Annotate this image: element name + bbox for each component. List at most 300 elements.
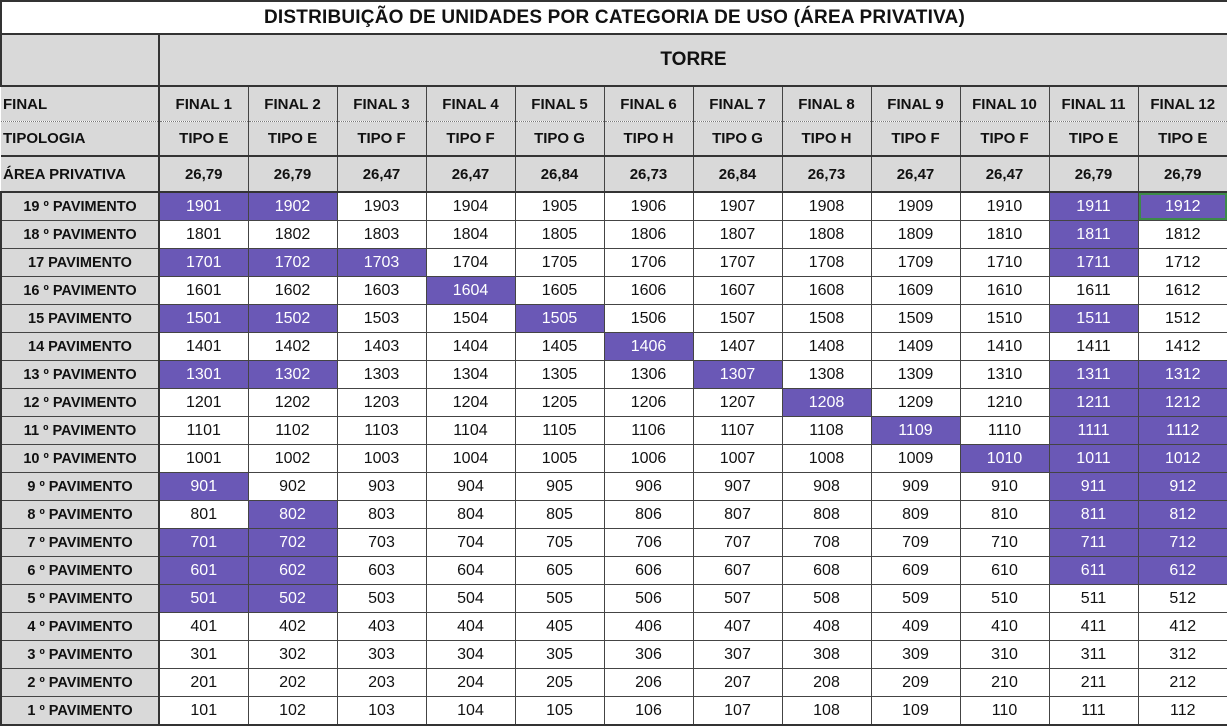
tipologia-header-1[interactable]: TIPO E bbox=[159, 122, 248, 157]
unit-cell-111[interactable]: 111 bbox=[1049, 697, 1138, 726]
unit-cell-1309[interactable]: 1309 bbox=[871, 361, 960, 389]
unit-cell-1510[interactable]: 1510 bbox=[960, 305, 1049, 333]
unit-cell-1301[interactable]: 1301 bbox=[159, 361, 248, 389]
unit-cell-1611[interactable]: 1611 bbox=[1049, 277, 1138, 305]
floor-label[interactable]: 9 º PAVIMENTO bbox=[1, 473, 159, 501]
unit-cell-1205[interactable]: 1205 bbox=[515, 389, 604, 417]
area-row-label[interactable]: ÁREA PRIVATIVA bbox=[1, 156, 159, 192]
area-header-2[interactable]: 26,79 bbox=[248, 156, 337, 192]
unit-cell-101[interactable]: 101 bbox=[159, 697, 248, 726]
unit-cell-311[interactable]: 311 bbox=[1049, 641, 1138, 669]
final-header-9[interactable]: FINAL 9 bbox=[871, 86, 960, 122]
floor-row bbox=[1, 585, 1227, 613]
unit-cell-1409[interactable]: 1409 bbox=[871, 333, 960, 361]
unit-cell-911[interactable]: 911 bbox=[1049, 473, 1138, 501]
unit-cell-511[interactable]: 511 bbox=[1049, 585, 1138, 613]
unit-cell-1811[interactable]: 1811 bbox=[1049, 221, 1138, 249]
unit-cell-608[interactable]: 608 bbox=[782, 557, 871, 585]
floor-label[interactable]: 12 º PAVIMENTO bbox=[1, 389, 159, 417]
floor-label[interactable]: 4 º PAVIMENTO bbox=[1, 613, 159, 641]
unit-cell-812[interactable]: 812 bbox=[1138, 501, 1227, 529]
unit-cell-108[interactable]: 108 bbox=[782, 697, 871, 726]
final-header-4[interactable]: FINAL 4 bbox=[426, 86, 515, 122]
area-header-7[interactable]: 26,84 bbox=[693, 156, 782, 192]
unit-cell-1601[interactable]: 1601 bbox=[159, 277, 248, 305]
unit-cell-1905[interactable]: 1905 bbox=[515, 192, 604, 221]
unit-cell-803[interactable]: 803 bbox=[337, 501, 426, 529]
tipologia-header-11[interactable]: TIPO E bbox=[1049, 122, 1138, 157]
area-header-4[interactable]: 26,47 bbox=[426, 156, 515, 192]
area-header-6[interactable]: 26,73 bbox=[604, 156, 693, 192]
unit-cell-110[interactable]: 110 bbox=[960, 697, 1049, 726]
unit-cell-1507[interactable]: 1507 bbox=[693, 305, 782, 333]
unit-cell-1705[interactable]: 1705 bbox=[515, 249, 604, 277]
unit-cell-1706[interactable]: 1706 bbox=[604, 249, 693, 277]
unit-cell-1710[interactable]: 1710 bbox=[960, 249, 1049, 277]
unit-cell-411[interactable]: 411 bbox=[1049, 613, 1138, 641]
unit-cell-1810[interactable]: 1810 bbox=[960, 221, 1049, 249]
unit-cell-1704[interactable]: 1704 bbox=[426, 249, 515, 277]
unit-cell-1007[interactable]: 1007 bbox=[693, 445, 782, 473]
floor-label[interactable]: 5 º PAVIMENTO bbox=[1, 585, 159, 613]
unit-cell-1802[interactable]: 1802 bbox=[248, 221, 337, 249]
tipologia-header-5[interactable]: TIPO G bbox=[515, 122, 604, 157]
unit-cell-1904[interactable]: 1904 bbox=[426, 192, 515, 221]
final-header-10[interactable]: FINAL 10 bbox=[960, 86, 1049, 122]
unit-cell-1407[interactable]: 1407 bbox=[693, 333, 782, 361]
unit-cell-206[interactable]: 206 bbox=[604, 669, 693, 697]
unit-cell-1105[interactable]: 1105 bbox=[515, 417, 604, 445]
final-header-3[interactable]: FINAL 3 bbox=[337, 86, 426, 122]
floor-label[interactable]: 17 PAVIMENTO bbox=[1, 249, 159, 277]
unit-cell-104[interactable]: 104 bbox=[426, 697, 515, 726]
unit-cell-503[interactable]: 503 bbox=[337, 585, 426, 613]
unit-cell-406[interactable]: 406 bbox=[604, 613, 693, 641]
unit-cell-810[interactable]: 810 bbox=[960, 501, 1049, 529]
unit-cell-1703[interactable]: 1703 bbox=[337, 249, 426, 277]
unit-cell-302[interactable]: 302 bbox=[248, 641, 337, 669]
tower-row bbox=[1, 34, 1227, 86]
unit-cell-1610[interactable]: 1610 bbox=[960, 277, 1049, 305]
final-header-5[interactable]: FINAL 5 bbox=[515, 86, 604, 122]
unit-cell-1909[interactable]: 1909 bbox=[871, 192, 960, 221]
unit-cell-903[interactable]: 903 bbox=[337, 473, 426, 501]
unit-cell-1202[interactable]: 1202 bbox=[248, 389, 337, 417]
unit-cell-212[interactable]: 212 bbox=[1138, 669, 1227, 697]
unit-cell-1104[interactable]: 1104 bbox=[426, 417, 515, 445]
unit-cell-611[interactable]: 611 bbox=[1049, 557, 1138, 585]
area-header-8[interactable]: 26,73 bbox=[782, 156, 871, 192]
unit-cell-1907[interactable]: 1907 bbox=[693, 192, 782, 221]
unit-cell-1603[interactable]: 1603 bbox=[337, 277, 426, 305]
unit-cell-1805[interactable]: 1805 bbox=[515, 221, 604, 249]
unit-cell-1906[interactable]: 1906 bbox=[604, 192, 693, 221]
unit-cell-310[interactable]: 310 bbox=[960, 641, 1049, 669]
unit-cell-1901[interactable]: 1901 bbox=[159, 192, 248, 221]
unit-cell-609[interactable]: 609 bbox=[871, 557, 960, 585]
floor-label[interactable]: 18 º PAVIMENTO bbox=[1, 221, 159, 249]
unit-cell-1103[interactable]: 1103 bbox=[337, 417, 426, 445]
unit-cell-1201[interactable]: 1201 bbox=[159, 389, 248, 417]
unit-cell-906[interactable]: 906 bbox=[604, 473, 693, 501]
unit-cell-801[interactable]: 801 bbox=[159, 501, 248, 529]
unit-cell-605[interactable]: 605 bbox=[515, 557, 604, 585]
unit-cell-1504[interactable]: 1504 bbox=[426, 305, 515, 333]
floor-label[interactable]: 15 PAVIMENTO bbox=[1, 305, 159, 333]
unit-cell-604[interactable]: 604 bbox=[426, 557, 515, 585]
unit-cell-1212[interactable]: 1212 bbox=[1138, 389, 1227, 417]
unit-cell-1304[interactable]: 1304 bbox=[426, 361, 515, 389]
unit-cell-1807[interactable]: 1807 bbox=[693, 221, 782, 249]
unit-cell-1608[interactable]: 1608 bbox=[782, 277, 871, 305]
unit-cell-809[interactable]: 809 bbox=[871, 501, 960, 529]
unit-cell-910[interactable]: 910 bbox=[960, 473, 1049, 501]
unit-cell-1110[interactable]: 1110 bbox=[960, 417, 1049, 445]
unit-cell-1808[interactable]: 1808 bbox=[782, 221, 871, 249]
unit-cell-1111[interactable]: 1111 bbox=[1049, 417, 1138, 445]
unit-cell-711[interactable]: 711 bbox=[1049, 529, 1138, 557]
unit-cell-301[interactable]: 301 bbox=[159, 641, 248, 669]
area-header-3[interactable]: 26,47 bbox=[337, 156, 426, 192]
unit-cell-905[interactable]: 905 bbox=[515, 473, 604, 501]
floor-label[interactable]: 19 º PAVIMENTO bbox=[1, 192, 159, 221]
unit-cell-1502[interactable]: 1502 bbox=[248, 305, 337, 333]
unit-cell-305[interactable]: 305 bbox=[515, 641, 604, 669]
floor-row bbox=[1, 305, 1227, 333]
floor-label[interactable]: 14 PAVIMENTO bbox=[1, 333, 159, 361]
unit-cell-1112[interactable]: 1112 bbox=[1138, 417, 1227, 445]
unit-cell-112[interactable]: 112 bbox=[1138, 697, 1227, 726]
unit-cell-805[interactable]: 805 bbox=[515, 501, 604, 529]
unit-cell-1402[interactable]: 1402 bbox=[248, 333, 337, 361]
floor-row bbox=[1, 361, 1227, 389]
area-header-row bbox=[1, 156, 1227, 192]
unit-cell-105[interactable]: 105 bbox=[515, 697, 604, 726]
area-header-10[interactable]: 26,47 bbox=[960, 156, 1049, 192]
unit-cell-410[interactable]: 410 bbox=[960, 613, 1049, 641]
floor-label[interactable]: 7 º PAVIMENTO bbox=[1, 529, 159, 557]
unit-cell-1604[interactable]: 1604 bbox=[426, 277, 515, 305]
unit-cell-404[interactable]: 404 bbox=[426, 613, 515, 641]
unit-cell-607[interactable]: 607 bbox=[693, 557, 782, 585]
unit-cell-1406[interactable]: 1406 bbox=[604, 333, 693, 361]
area-header-5[interactable]: 26,84 bbox=[515, 156, 604, 192]
final-header-row bbox=[1, 86, 1227, 122]
unit-cell-1908[interactable]: 1908 bbox=[782, 192, 871, 221]
unit-cell-909[interactable]: 909 bbox=[871, 473, 960, 501]
unit-cell-211[interactable]: 211 bbox=[1049, 669, 1138, 697]
unit-cell-701[interactable]: 701 bbox=[159, 529, 248, 557]
unit-cell-1207[interactable]: 1207 bbox=[693, 389, 782, 417]
unit-cell-1208[interactable]: 1208 bbox=[782, 389, 871, 417]
unit-cell-1708[interactable]: 1708 bbox=[782, 249, 871, 277]
unit-cell-1804[interactable]: 1804 bbox=[426, 221, 515, 249]
unit-cell-1612[interactable]: 1612 bbox=[1138, 277, 1227, 305]
unit-cell-1102[interactable]: 1102 bbox=[248, 417, 337, 445]
tipologia-header-10[interactable]: TIPO F bbox=[960, 122, 1049, 157]
unit-cell-709[interactable]: 709 bbox=[871, 529, 960, 557]
unit-cell-606[interactable]: 606 bbox=[604, 557, 693, 585]
unit-cell-1210[interactable]: 1210 bbox=[960, 389, 1049, 417]
floor-label[interactable]: 1 º PAVIMENTO bbox=[1, 697, 159, 726]
unit-cell-209[interactable]: 209 bbox=[871, 669, 960, 697]
unit-cell-512[interactable]: 512 bbox=[1138, 585, 1227, 613]
unit-cell-1607[interactable]: 1607 bbox=[693, 277, 782, 305]
unit-cell-603[interactable]: 603 bbox=[337, 557, 426, 585]
unit-cell-509[interactable]: 509 bbox=[871, 585, 960, 613]
unit-cell-205[interactable]: 205 bbox=[515, 669, 604, 697]
unit-cell-1108[interactable]: 1108 bbox=[782, 417, 871, 445]
floor-row bbox=[1, 613, 1227, 641]
tipologia-header-6[interactable]: TIPO H bbox=[604, 122, 693, 157]
unit-cell-510[interactable]: 510 bbox=[960, 585, 1049, 613]
final-header-7[interactable]: FINAL 7 bbox=[693, 86, 782, 122]
unit-cell-303[interactable]: 303 bbox=[337, 641, 426, 669]
unit-cell-706[interactable]: 706 bbox=[604, 529, 693, 557]
unit-cell-1410[interactable]: 1410 bbox=[960, 333, 1049, 361]
unit-cell-1508[interactable]: 1508 bbox=[782, 305, 871, 333]
unit-cell-1303[interactable]: 1303 bbox=[337, 361, 426, 389]
unit-cell-1803[interactable]: 1803 bbox=[337, 221, 426, 249]
unit-cell-109[interactable]: 109 bbox=[871, 697, 960, 726]
unit-cell-210[interactable]: 210 bbox=[960, 669, 1049, 697]
unit-cell-610[interactable]: 610 bbox=[960, 557, 1049, 585]
unit-cell-601[interactable]: 601 bbox=[159, 557, 248, 585]
tipologia-row-label[interactable]: TIPOLOGIA bbox=[1, 122, 159, 157]
unit-cell-1006[interactable]: 1006 bbox=[604, 445, 693, 473]
unit-cell-1311[interactable]: 1311 bbox=[1049, 361, 1138, 389]
unit-cell-806[interactable]: 806 bbox=[604, 501, 693, 529]
unit-cell-1910[interactable]: 1910 bbox=[960, 192, 1049, 221]
final-header-2[interactable]: FINAL 2 bbox=[248, 86, 337, 122]
unit-cell-1511[interactable]: 1511 bbox=[1049, 305, 1138, 333]
area-header-1[interactable]: 26,79 bbox=[159, 156, 248, 192]
unit-cell-1302[interactable]: 1302 bbox=[248, 361, 337, 389]
unit-cell-1702[interactable]: 1702 bbox=[248, 249, 337, 277]
unit-cell-1411[interactable]: 1411 bbox=[1049, 333, 1138, 361]
unit-cell-204[interactable]: 204 bbox=[426, 669, 515, 697]
unit-cell-1204[interactable]: 1204 bbox=[426, 389, 515, 417]
unit-cell-904[interactable]: 904 bbox=[426, 473, 515, 501]
unit-cell-1209[interactable]: 1209 bbox=[871, 389, 960, 417]
unit-cell-107[interactable]: 107 bbox=[693, 697, 782, 726]
unit-cell-1003[interactable]: 1003 bbox=[337, 445, 426, 473]
floor-label[interactable]: 16 º PAVIMENTO bbox=[1, 277, 159, 305]
unit-cell-304[interactable]: 304 bbox=[426, 641, 515, 669]
unit-cell-703[interactable]: 703 bbox=[337, 529, 426, 557]
floor-label[interactable]: 10 º PAVIMENTO bbox=[1, 445, 159, 473]
unit-cell-1602[interactable]: 1602 bbox=[248, 277, 337, 305]
unit-cell-502[interactable]: 502 bbox=[248, 585, 337, 613]
unit-cell-405[interactable]: 405 bbox=[515, 613, 604, 641]
unit-cell-1606[interactable]: 1606 bbox=[604, 277, 693, 305]
unit-cell-1512[interactable]: 1512 bbox=[1138, 305, 1227, 333]
unit-cell-1206[interactable]: 1206 bbox=[604, 389, 693, 417]
unit-cell-1308[interactable]: 1308 bbox=[782, 361, 871, 389]
unit-cell-612[interactable]: 612 bbox=[1138, 557, 1227, 585]
unit-cell-106[interactable]: 106 bbox=[604, 697, 693, 726]
unit-cell-907[interactable]: 907 bbox=[693, 473, 782, 501]
unit-cell-307[interactable]: 307 bbox=[693, 641, 782, 669]
unit-cell-1506[interactable]: 1506 bbox=[604, 305, 693, 333]
unit-cell-1101[interactable]: 1101 bbox=[159, 417, 248, 445]
unit-cell-312[interactable]: 312 bbox=[1138, 641, 1227, 669]
final-header-11[interactable]: FINAL 11 bbox=[1049, 86, 1138, 122]
floor-label[interactable]: 13 º PAVIMENTO bbox=[1, 361, 159, 389]
unit-cell-1809[interactable]: 1809 bbox=[871, 221, 960, 249]
floor-label[interactable]: 6 º PAVIMENTO bbox=[1, 557, 159, 585]
unit-cell-202[interactable]: 202 bbox=[248, 669, 337, 697]
unit-cell-1812[interactable]: 1812 bbox=[1138, 221, 1227, 249]
tipologia-header-2[interactable]: TIPO E bbox=[248, 122, 337, 157]
unit-cell-203[interactable]: 203 bbox=[337, 669, 426, 697]
unit-cell-712[interactable]: 712 bbox=[1138, 529, 1227, 557]
unit-cell-1912[interactable]: 1912 bbox=[1138, 192, 1227, 221]
unit-cell-102[interactable]: 102 bbox=[248, 697, 337, 726]
unit-cell-1107[interactable]: 1107 bbox=[693, 417, 782, 445]
unit-cell-409[interactable]: 409 bbox=[871, 613, 960, 641]
unit-cell-1306[interactable]: 1306 bbox=[604, 361, 693, 389]
unit-cell-1501[interactable]: 1501 bbox=[159, 305, 248, 333]
unit-cell-207[interactable]: 207 bbox=[693, 669, 782, 697]
unit-cell-1412[interactable]: 1412 bbox=[1138, 333, 1227, 361]
unit-cell-1009[interactable]: 1009 bbox=[871, 445, 960, 473]
floor-row bbox=[1, 669, 1227, 697]
unit-cell-1307[interactable]: 1307 bbox=[693, 361, 782, 389]
floor-label[interactable]: 2 º PAVIMENTO bbox=[1, 669, 159, 697]
tipologia-header-3[interactable]: TIPO F bbox=[337, 122, 426, 157]
unit-cell-1405[interactable]: 1405 bbox=[515, 333, 604, 361]
floor-row bbox=[1, 445, 1227, 473]
unit-cell-103[interactable]: 103 bbox=[337, 697, 426, 726]
unit-cell-1211[interactable]: 1211 bbox=[1049, 389, 1138, 417]
unit-cell-707[interactable]: 707 bbox=[693, 529, 782, 557]
unit-cell-306[interactable]: 306 bbox=[604, 641, 693, 669]
unit-cell-1310[interactable]: 1310 bbox=[960, 361, 1049, 389]
area-header-12[interactable]: 26,79 bbox=[1138, 156, 1227, 192]
unit-cell-912[interactable]: 912 bbox=[1138, 473, 1227, 501]
unit-cell-403[interactable]: 403 bbox=[337, 613, 426, 641]
unit-cell-708[interactable]: 708 bbox=[782, 529, 871, 557]
unit-cell-807[interactable]: 807 bbox=[693, 501, 782, 529]
unit-cell-1008[interactable]: 1008 bbox=[782, 445, 871, 473]
unit-cell-1011[interactable]: 1011 bbox=[1049, 445, 1138, 473]
unit-cell-1707[interactable]: 1707 bbox=[693, 249, 782, 277]
unit-cell-902[interactable]: 902 bbox=[248, 473, 337, 501]
unit-cell-1609[interactable]: 1609 bbox=[871, 277, 960, 305]
area-header-9[interactable]: 26,47 bbox=[871, 156, 960, 192]
unit-cell-201[interactable]: 201 bbox=[159, 669, 248, 697]
unit-cell-1408[interactable]: 1408 bbox=[782, 333, 871, 361]
unit-cell-702[interactable]: 702 bbox=[248, 529, 337, 557]
unit-cell-1712[interactable]: 1712 bbox=[1138, 249, 1227, 277]
tipologia-header-4[interactable]: TIPO F bbox=[426, 122, 515, 157]
unit-cell-705[interactable]: 705 bbox=[515, 529, 604, 557]
unit-cell-308[interactable]: 308 bbox=[782, 641, 871, 669]
final-header-8[interactable]: FINAL 8 bbox=[782, 86, 871, 122]
unit-cell-1203[interactable]: 1203 bbox=[337, 389, 426, 417]
unit-cell-1709[interactable]: 1709 bbox=[871, 249, 960, 277]
unit-cell-1505[interactable]: 1505 bbox=[515, 305, 604, 333]
final-header-1[interactable]: FINAL 1 bbox=[159, 86, 248, 122]
unit-cell-208[interactable]: 208 bbox=[782, 669, 871, 697]
unit-cell-1004[interactable]: 1004 bbox=[426, 445, 515, 473]
unit-cell-1911[interactable]: 1911 bbox=[1049, 192, 1138, 221]
final-header-12[interactable]: FINAL 12 bbox=[1138, 86, 1227, 122]
unit-cell-309[interactable]: 309 bbox=[871, 641, 960, 669]
unit-cell-704[interactable]: 704 bbox=[426, 529, 515, 557]
unit-cell-401[interactable]: 401 bbox=[159, 613, 248, 641]
unit-cell-1404[interactable]: 1404 bbox=[426, 333, 515, 361]
unit-cell-1312[interactable]: 1312 bbox=[1138, 361, 1227, 389]
unit-cell-1401[interactable]: 1401 bbox=[159, 333, 248, 361]
table-title[interactable]: DISTRIBUIÇÃO DE UNIDADES POR CATEGORIA DE USO (ÁREA PRIVATIVA) bbox=[1, 1, 1227, 34]
unit-cell-1305[interactable]: 1305 bbox=[515, 361, 604, 389]
unit-cell-1806[interactable]: 1806 bbox=[604, 221, 693, 249]
floor-label[interactable]: 8 º PAVIMENTO bbox=[1, 501, 159, 529]
final-row-label[interactable]: FINAL bbox=[1, 86, 159, 122]
unit-cell-408[interactable]: 408 bbox=[782, 613, 871, 641]
unit-cell-1002[interactable]: 1002 bbox=[248, 445, 337, 473]
tipologia-header-9[interactable]: TIPO F bbox=[871, 122, 960, 157]
unit-cell-804[interactable]: 804 bbox=[426, 501, 515, 529]
unit-cell-412[interactable]: 412 bbox=[1138, 613, 1227, 641]
unit-cell-1801[interactable]: 1801 bbox=[159, 221, 248, 249]
unit-cell-504[interactable]: 504 bbox=[426, 585, 515, 613]
tipologia-header-12[interactable]: TIPO E bbox=[1138, 122, 1227, 157]
tipologia-header-7[interactable]: TIPO G bbox=[693, 122, 782, 157]
unit-cell-710[interactable]: 710 bbox=[960, 529, 1049, 557]
unit-cell-1109[interactable]: 1109 bbox=[871, 417, 960, 445]
unit-cell-1711[interactable]: 1711 bbox=[1049, 249, 1138, 277]
unit-cell-402[interactable]: 402 bbox=[248, 613, 337, 641]
tower-label[interactable]: TORRE bbox=[159, 34, 1227, 86]
tipologia-header-8[interactable]: TIPO H bbox=[782, 122, 871, 157]
unit-cell-506[interactable]: 506 bbox=[604, 585, 693, 613]
unit-cell-1106[interactable]: 1106 bbox=[604, 417, 693, 445]
unit-cell-1701[interactable]: 1701 bbox=[159, 249, 248, 277]
floor-row bbox=[1, 697, 1227, 726]
unit-cell-1902[interactable]: 1902 bbox=[248, 192, 337, 221]
unit-cell-1403[interactable]: 1403 bbox=[337, 333, 426, 361]
unit-cell-811[interactable]: 811 bbox=[1049, 501, 1138, 529]
floor-label[interactable]: 11 º PAVIMENTO bbox=[1, 417, 159, 445]
unit-cell-1001[interactable]: 1001 bbox=[159, 445, 248, 473]
floor-row bbox=[1, 333, 1227, 361]
unit-cell-808[interactable]: 808 bbox=[782, 501, 871, 529]
unit-cell-1503[interactable]: 1503 bbox=[337, 305, 426, 333]
unit-cell-1005[interactable]: 1005 bbox=[515, 445, 604, 473]
unit-cell-508[interactable]: 508 bbox=[782, 585, 871, 613]
unit-cell-802[interactable]: 802 bbox=[248, 501, 337, 529]
floor-label[interactable]: 3 º PAVIMENTO bbox=[1, 641, 159, 669]
unit-cell-1605[interactable]: 1605 bbox=[515, 277, 604, 305]
unit-cell-602[interactable]: 602 bbox=[248, 557, 337, 585]
unit-cell-901[interactable]: 901 bbox=[159, 473, 248, 501]
area-header-11[interactable]: 26,79 bbox=[1049, 156, 1138, 192]
unit-cell-1903[interactable]: 1903 bbox=[337, 192, 426, 221]
unit-cell-1010[interactable]: 1010 bbox=[960, 445, 1049, 473]
unit-cell-908[interactable]: 908 bbox=[782, 473, 871, 501]
unit-cell-505[interactable]: 505 bbox=[515, 585, 604, 613]
unit-cell-1012[interactable]: 1012 bbox=[1138, 445, 1227, 473]
unit-cell-501[interactable]: 501 bbox=[159, 585, 248, 613]
unit-cell-507[interactable]: 507 bbox=[693, 585, 782, 613]
unit-cell-1509[interactable]: 1509 bbox=[871, 305, 960, 333]
final-header-6[interactable]: FINAL 6 bbox=[604, 86, 693, 122]
tower-corner-cell[interactable] bbox=[1, 34, 159, 86]
unit-cell-407[interactable]: 407 bbox=[693, 613, 782, 641]
